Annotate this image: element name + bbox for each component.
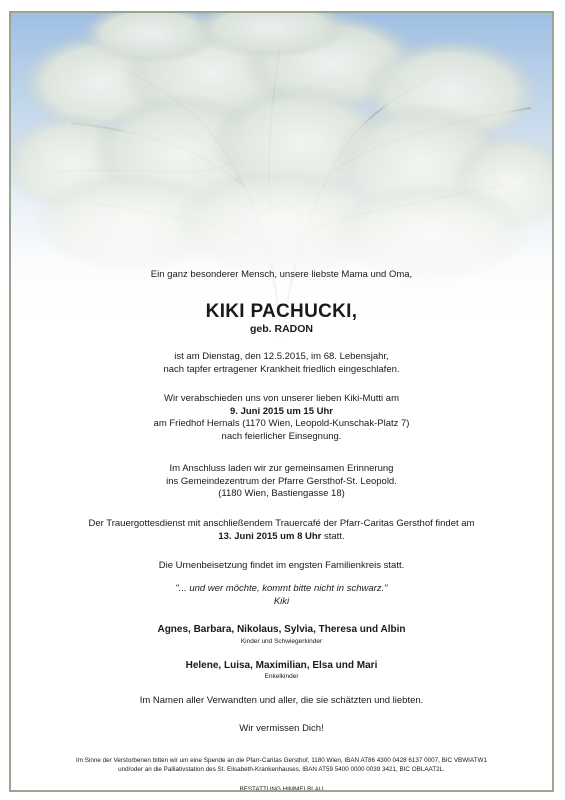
donation-line: Im Sinne der Verstorbenen bitten wir um eine Spende an die Pfarr-Caritas Gersthof, 1180 Wien, IBAN AT86 4300 0428 6137 0007, BIC VBWIATW1 [76, 757, 487, 764]
gathering-line: ins Gemeindezentrum der Pfarre Gersthof-St. Leopold. [166, 475, 397, 487]
mass-date-line [11, 531, 552, 544]
mass-date: 13. Juni 2015 um 8 Uhr [218, 530, 322, 542]
closing-line: Im Namen aller Verwandten und aller, die sie schätzten und liebten. [139, 695, 424, 706]
family-grandchildren: Helene, Luisa, Maximilian, Elsa und Mari [185, 660, 378, 671]
farewell-paragraph [11, 393, 552, 443]
mass-paragraph [11, 518, 552, 543]
death-notice [11, 351, 552, 376]
death-notice-line: nach tapfer ertragener Krankheit friedlich eingeschlafen. [163, 363, 400, 375]
deceased-name: KIKI PACHUCKI, [205, 301, 358, 322]
urn-line: Die Urnenbeisetzung findet im engsten Familienkreis statt. [158, 560, 405, 571]
mass-suffix: statt. [321, 530, 345, 542]
intro-line: Ein ganz besonderer Mensch, unsere liebste Mama und Oma, [150, 269, 413, 280]
donation-line: und/oder an die Palliativstation des St. Elisabeth-Krankenhauses, IBAN AT59 5400 0000 0039 3421, BIC OBLAAT2L. [118, 766, 445, 773]
undertaker-name: BESTATTUNG HIMMELBLAU [239, 786, 324, 792]
farewell-date: 9. Juni 2015 um 15 Uhr [230, 405, 333, 417]
gathering-address: (1180 Wien, Bastiengasse 18) [218, 488, 345, 500]
quote-text: "... und wer möchte, kommt bitte nicht in schwarz." [175, 583, 388, 594]
farewell-location: am Friedhof Hernals (1170 Wien, Leopold-Kunschak-Platz 7) [153, 418, 410, 430]
death-notice-line: ist am Dienstag, den 12.5.2015, im 68. Lebensjahr, [174, 351, 389, 362]
notice-text [11, 13, 552, 790]
gathering-line: Im Anschluss laden wir zur gemeinsamen Erinnerung [169, 463, 394, 474]
family-children-relation: Kinder und Schwiegerkinder [240, 638, 323, 645]
mass-line: Der Trauergottesdienst mit anschließendem Trauercafé der Pfarr-Caritas Gersthof findet am [88, 518, 475, 529]
quote-author: Kiki [273, 595, 290, 607]
family-grandchildren-relation: Enkelkinder [264, 673, 299, 680]
birth-name: geb. RADON [250, 323, 313, 335]
farewell-line: Wir verabschieden uns von unserer lieben Kiki-Mutti am [164, 393, 399, 404]
quote [11, 583, 552, 608]
gathering-paragraph [11, 463, 552, 501]
farewell-line: nach feierlicher Einsegnung. [221, 430, 342, 442]
family-children: Agnes, Barbara, Nikolaus, Sylvia, Theresa und Albin [157, 624, 406, 635]
miss-you-line: Wir vermissen Dich! [239, 723, 324, 734]
notice-frame [9, 11, 554, 792]
donation-note [11, 756, 552, 774]
